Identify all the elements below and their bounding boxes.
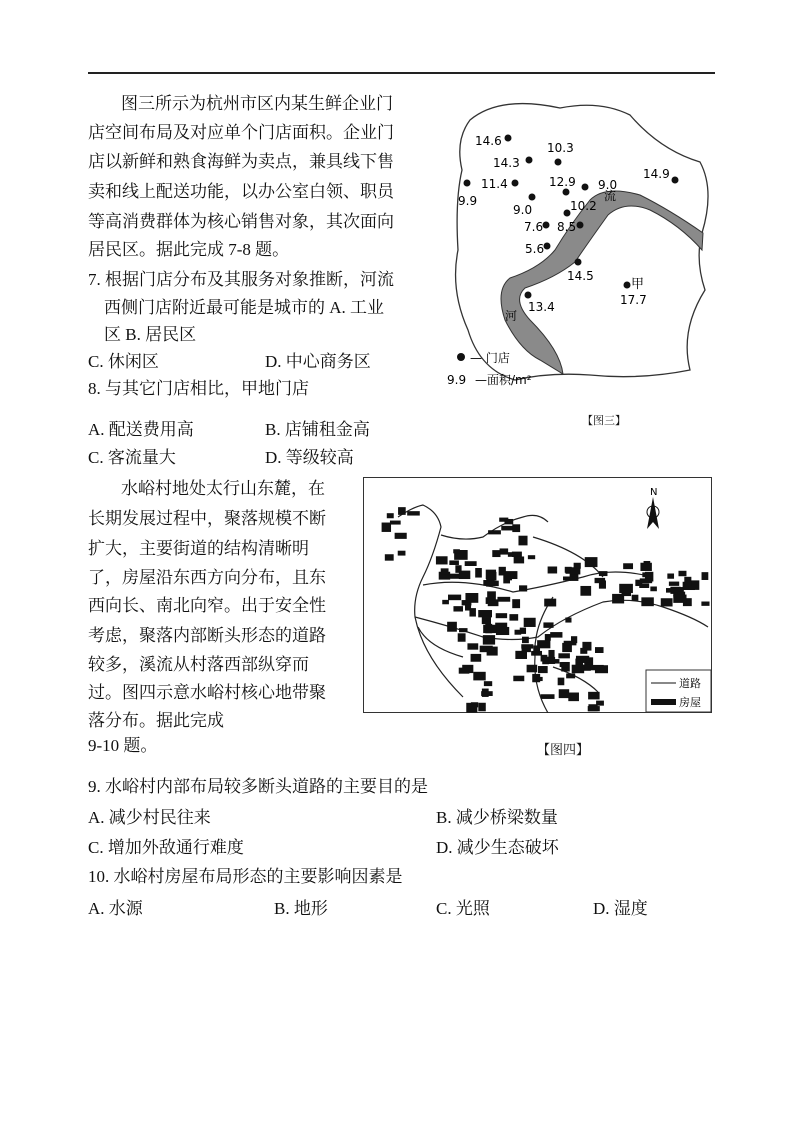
text-line: 了，房屋沿东西方向分布，且东 [88, 568, 326, 587]
house [398, 551, 406, 556]
house [550, 632, 562, 638]
house [453, 549, 460, 553]
house [576, 656, 589, 663]
house [673, 595, 686, 603]
store-area-label: 12.9 [549, 175, 576, 189]
figure-3-caption: 【图三】 [582, 415, 626, 427]
house [541, 694, 555, 699]
house [568, 693, 579, 702]
house [558, 678, 565, 686]
store-dot [544, 243, 551, 250]
house [462, 665, 473, 673]
option-c[interactable]: C. 光照 [436, 899, 490, 918]
store-area-label: 10.2 [570, 199, 597, 213]
option-a[interactable]: A. 配送费用高 [88, 420, 194, 439]
house [632, 595, 639, 601]
store-dot [563, 189, 570, 196]
house [465, 593, 478, 603]
house [382, 523, 391, 532]
text-line: 西向长、南北向窄。出于安全性 [88, 596, 326, 615]
house [455, 565, 461, 573]
house [390, 521, 401, 525]
house [641, 597, 653, 606]
house [473, 672, 485, 681]
legend-area-value: 9.9 [447, 373, 467, 387]
option-c[interactable]: C. 休闲区 [88, 352, 159, 371]
house [481, 691, 493, 696]
house [448, 595, 461, 601]
river [501, 191, 703, 374]
question-stem: 区 B. 居民区 [104, 325, 197, 344]
text-line: 水峪村地处太行山东麓，在 [121, 479, 325, 498]
store-area-label: 13.4 [528, 300, 555, 314]
option-b[interactable]: B. 店铺租金高 [265, 420, 370, 439]
house [564, 641, 577, 646]
house [487, 591, 496, 601]
house [508, 552, 517, 557]
house [467, 643, 478, 649]
house [488, 530, 501, 534]
house [453, 606, 463, 611]
house [701, 602, 709, 606]
house [519, 585, 527, 591]
question-stem: 8. 与其它门店相比，甲地门店 [88, 379, 309, 398]
question-stem: 西侧门店附近最可能是城市的 A. 工业 [104, 298, 385, 317]
house [542, 657, 549, 665]
house [503, 573, 510, 583]
house [478, 703, 485, 712]
house [560, 662, 568, 667]
house [441, 568, 449, 574]
store-area-label: 9.0 [598, 178, 618, 192]
text-line: 卖和线上配送功能，以办公室白领、职员 [88, 182, 394, 201]
option-c[interactable]: C. 增加外敌通行难度 [88, 838, 244, 857]
house [563, 576, 573, 580]
house [572, 665, 584, 674]
store-dot [582, 184, 589, 191]
text-line: 考虑，聚落内部断头形态的道路 [88, 626, 326, 645]
house [436, 556, 448, 564]
store-dot [464, 180, 471, 187]
house [559, 689, 569, 698]
store-dot [575, 259, 582, 266]
text-line: 居民区。据此完成 7-8 题。 [88, 240, 290, 259]
house [524, 618, 536, 627]
house [469, 608, 475, 616]
text-line: 较多，溪流从村落西部纵穿而 [88, 655, 309, 674]
house [447, 622, 457, 632]
house [669, 582, 679, 586]
house [486, 570, 496, 579]
house [580, 586, 591, 596]
text-line: 店空间布局及对应单个门店面积。企业门 [88, 123, 394, 142]
house [580, 648, 587, 654]
house [545, 634, 551, 641]
store-dot [555, 159, 562, 166]
house [667, 573, 674, 578]
house [496, 613, 507, 618]
store-area-label: 9.9 [458, 194, 478, 208]
house [492, 550, 500, 557]
house [639, 583, 649, 588]
legend-road: 道路 [679, 677, 701, 690]
legend-dot-icon [457, 353, 465, 361]
house [515, 630, 522, 635]
option-a[interactable]: A. 水源 [88, 899, 143, 918]
house [527, 665, 538, 673]
house [678, 571, 686, 576]
store-area-label: 10.3 [547, 141, 574, 155]
text-line: 等高消费群体为核心销售对象，其次面向 [88, 212, 394, 231]
store-dot [624, 282, 631, 289]
legend-house-icon [651, 699, 676, 705]
option-d[interactable]: D. 中心商务区 [265, 352, 371, 371]
option-b[interactable]: B. 地形 [274, 899, 328, 918]
house [548, 566, 558, 573]
option-a[interactable]: A. 减少村民往来 [88, 808, 211, 827]
house [509, 614, 518, 621]
figure-4-village-map [363, 477, 712, 713]
house [515, 651, 527, 659]
figure-3-store-map [440, 80, 720, 400]
text-line: 图三所示为杭州市区内某生鲜企业门 [121, 94, 393, 113]
house [533, 645, 540, 652]
house [640, 563, 651, 571]
house [588, 704, 597, 711]
house [640, 578, 652, 583]
store-area-label: 14.6 [475, 134, 502, 148]
house [588, 692, 599, 700]
option-c[interactable]: C. 客流量大 [88, 448, 176, 467]
store-area-label: 9.0 [513, 203, 533, 217]
house [504, 519, 513, 524]
house [512, 524, 520, 532]
house [458, 633, 466, 641]
option-d[interactable]: D. 减少生态破坏 [436, 838, 559, 857]
text-line: 店以新鲜和熟食海鲜为卖点，兼具线下售 [88, 152, 394, 171]
figure-4-caption: 【图四】 [537, 742, 590, 757]
house [465, 561, 477, 566]
store-area-label: 14.3 [493, 156, 520, 170]
question-stem: 9. 水峪村内部布局较多断头道路的主要目的是 [88, 777, 428, 796]
house [483, 580, 494, 586]
house [574, 563, 581, 569]
jia-label: 甲 [631, 277, 645, 292]
header-rule [88, 72, 715, 74]
house [497, 597, 510, 602]
house [528, 555, 535, 559]
house [483, 625, 496, 633]
store-dot [529, 194, 536, 201]
house [395, 533, 407, 539]
house [442, 600, 449, 604]
store-dot [577, 222, 584, 229]
house [484, 681, 492, 686]
legend-house: 房屋 [679, 696, 701, 709]
text-line: 9-10 题。 [88, 736, 158, 755]
house [387, 513, 394, 518]
store-area-label: 8.5 [557, 220, 577, 234]
house [595, 647, 604, 653]
house [385, 554, 394, 560]
text-line: 过。图四示意水峪村核心地带聚 [88, 683, 326, 702]
house [623, 563, 633, 569]
house [482, 617, 491, 624]
store-area-label: 14.9 [643, 167, 670, 181]
house [650, 586, 657, 591]
question-stem: 10. 水峪村房屋布局形态的主要影响因素是 [88, 867, 403, 886]
house [661, 598, 673, 606]
house [544, 599, 556, 607]
text-line: 扩大，主要街道的结构清晰明 [88, 539, 309, 558]
river-label: 流 [604, 189, 617, 203]
house [538, 666, 548, 673]
house [495, 623, 507, 632]
house [466, 703, 477, 713]
store-dot [525, 292, 532, 299]
store-area-label: 14.5 [567, 269, 594, 283]
house [522, 637, 529, 643]
house [585, 557, 598, 567]
house [500, 548, 509, 554]
text-line: 长期发展过程中，聚落规模不断 [88, 509, 326, 528]
house [475, 568, 482, 578]
store-area-label: 11.4 [481, 177, 508, 191]
north-label: N [650, 487, 658, 498]
house [518, 536, 527, 546]
house [595, 665, 608, 673]
store-area-label: 5.6 [525, 242, 545, 256]
option-d[interactable]: D. 等级较高 [265, 448, 354, 467]
store-dot [543, 222, 550, 229]
river-label: 河 [505, 309, 518, 323]
house [512, 599, 520, 608]
house [543, 622, 553, 627]
house [595, 578, 606, 583]
house [599, 571, 608, 576]
legend-area: —面积/m² [475, 373, 532, 387]
option-b[interactable]: B. 减少桥梁数量 [436, 808, 558, 827]
store-dot [672, 177, 679, 184]
house [407, 511, 420, 515]
house [702, 572, 709, 580]
house [514, 556, 524, 563]
house [398, 507, 406, 515]
option-d[interactable]: D. 湿度 [593, 899, 648, 918]
house [471, 654, 482, 662]
store-area-label: 17.7 [620, 293, 647, 307]
house [565, 617, 571, 622]
house [487, 647, 498, 656]
house [459, 628, 468, 632]
house [537, 677, 543, 681]
text-line: 落分布。据此完成 [88, 711, 224, 730]
house [558, 653, 569, 658]
store-area-label: 7.6 [524, 220, 544, 234]
legend-store: — 门店 [470, 351, 510, 365]
house [566, 673, 575, 678]
store-dot [505, 135, 512, 142]
store-dot [512, 180, 519, 187]
house [449, 560, 459, 565]
house [521, 644, 533, 648]
store-dot [526, 157, 533, 164]
house [483, 635, 495, 644]
house [619, 584, 633, 593]
house [666, 588, 677, 593]
house [684, 577, 691, 586]
question-stem: 7. 根据门店分布及其服务对象推断，河流 [88, 270, 394, 289]
house [478, 610, 492, 617]
house [513, 676, 524, 681]
